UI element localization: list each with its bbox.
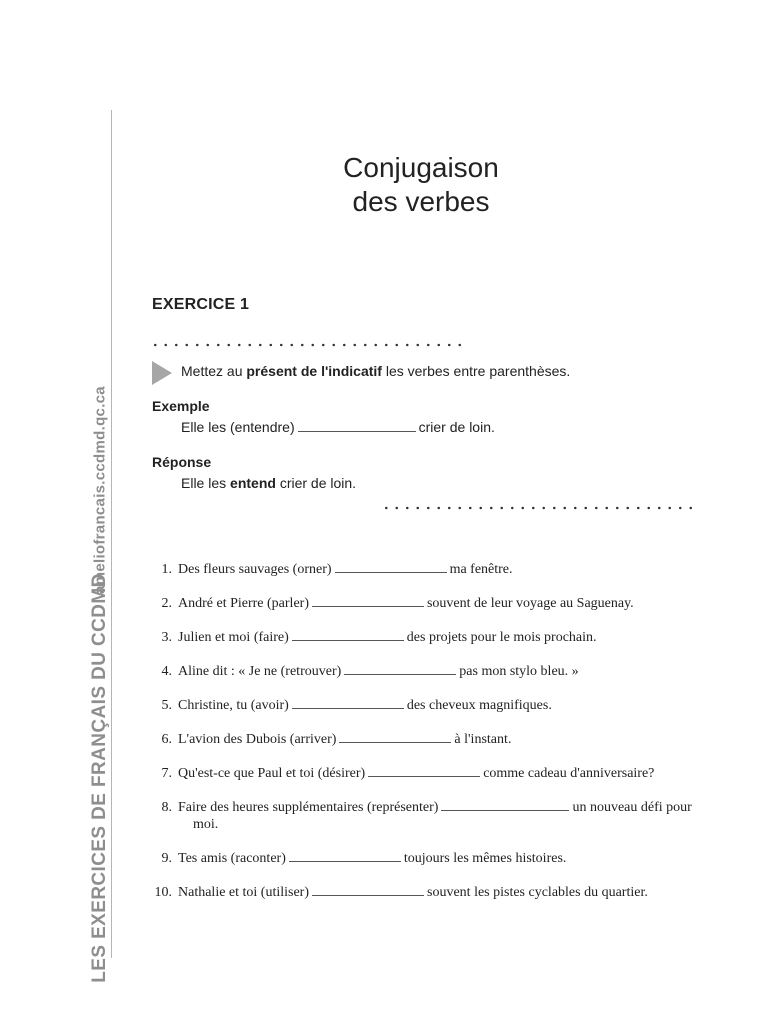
item-rest: comme cadeau d'anniversaire? [483,766,655,781]
exercise-item [150,799,695,833]
item-blank[interactable] [441,809,569,811]
item-prompt: Faire des heures supplémentaires (représenter) [178,800,439,815]
item-number: 9. [161,851,172,866]
page-title-line-2: des verbes [352,186,490,217]
example-sentence [181,419,495,435]
exercise-item [150,884,695,901]
example-before: Elle les (entendre) [181,419,295,435]
item-prompt: André et Pierre (parler) [178,596,309,611]
answer-before: Elle les [181,475,227,491]
instruction [181,363,570,379]
example-label: Exemple [152,398,210,414]
item-number: 10. [154,885,172,900]
item-rest: souvent les pistes cyclables du quartier. [427,885,648,900]
page-title-line-1: Conjugaison [343,152,499,183]
item-prompt: Christine, tu (avoir) [178,698,289,713]
item-blank[interactable] [312,605,424,607]
item-prompt: Aline dit : « Je ne (retrouver) [178,664,342,679]
dotted-divider-top [150,343,468,347]
item-prompt: Nathalie et toi (utiliser) [178,885,310,900]
exercise-item [150,765,695,782]
exercise-item [150,561,695,578]
exercise-item [150,629,695,646]
instruction-after: les verbes entre parenthèses. [385,363,571,379]
sidebar-series-title: LES EXERCICES DE FRANÇAIS DU CCDMD [89,573,110,983]
triangle-arrow-icon [152,361,172,385]
exercise-item [150,850,695,867]
item-blank[interactable] [368,775,480,777]
answer-emphasis: entend [230,475,276,491]
item-blank[interactable] [312,894,424,896]
item-number: 6. [161,732,172,747]
item-number: 2. [161,596,172,611]
item-blank[interactable] [292,707,404,709]
item-prompt: Qu'est-ce que Paul et toi (désirer) [178,766,366,781]
item-blank[interactable] [289,860,401,862]
item-blank[interactable] [344,673,456,675]
exercise-items [150,561,695,901]
item-number: 8. [161,800,172,815]
item-number: 3. [161,630,172,645]
item-blank[interactable] [339,741,451,743]
item-number: 5. [161,698,172,713]
exercise-item [150,663,695,680]
item-rest: pas mon stylo bleu. » [459,664,579,679]
item-number: 7. [161,766,172,781]
item-blank[interactable] [292,639,404,641]
dotted-divider-bottom [381,506,693,510]
item-number: 1. [161,562,172,577]
item-continuation: moi. [193,817,219,832]
item-prompt: L'avion des Dubois (arriver) [178,732,337,747]
item-rest: un nouveau défi pour [572,800,692,815]
sidebar-url: ameliofrancais.ccdmd.qc.ca [91,386,109,594]
answer-label: Réponse [152,454,212,470]
exercise-heading: EXERCICE 1 [152,296,250,313]
example-after: crier de loin. [418,419,495,435]
instruction-emphasis: présent de l'indicatif [246,363,382,379]
item-blank[interactable] [335,571,447,573]
item-rest: souvent de leur voyage au Saguenay. [426,596,634,611]
exercise-item [150,697,695,714]
answer-after: crier de loin. [279,475,357,491]
item-rest: des cheveux magnifiques. [406,698,552,713]
item-prompt: Des fleurs sauvages (orner) [178,562,332,577]
item-rest: toujours les mêmes histoires. [403,851,567,866]
item-prompt: Julien et moi (faire) [178,630,289,645]
item-rest: à l'instant. [454,732,512,747]
sidebar-divider [111,110,112,958]
exercise-item [150,595,695,612]
item-rest: des projets pour le mois prochain. [406,630,597,645]
item-number: 4. [161,664,172,679]
answer-sentence [181,475,356,491]
item-rest: ma fenêtre. [449,562,513,577]
instruction-before: Mettez au [181,363,243,379]
example-blank [298,430,416,432]
item-prompt: Tes amis (raconter) [178,851,286,866]
exercise-item [150,731,695,748]
